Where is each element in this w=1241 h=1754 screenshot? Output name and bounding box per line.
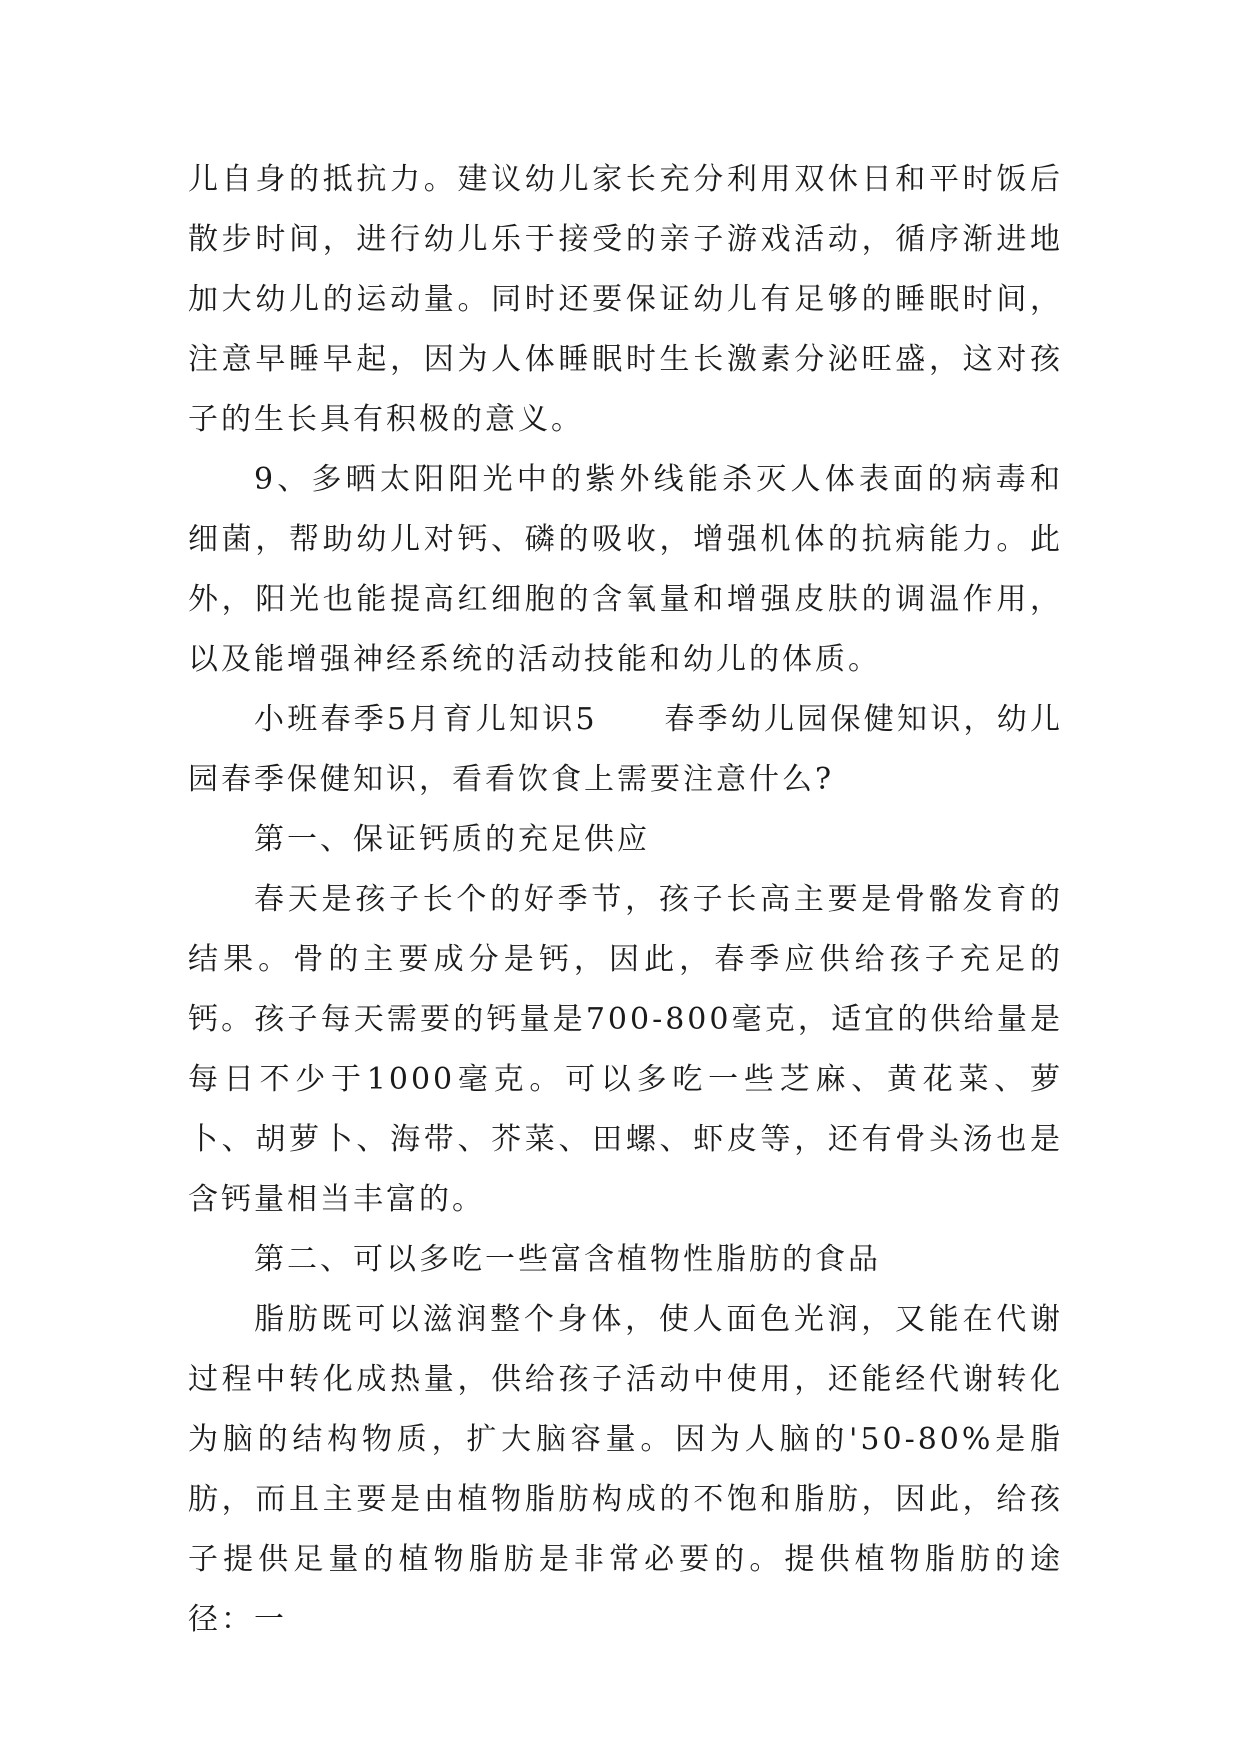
paragraph-continuation: 儿自身的抵抗力。建议幼儿家长充分利用双休日和平时饭后散步时间，进行幼儿乐于接受的亲子游戏活动，循序渐进地加大幼儿的运动量。同时还要保证幼儿有足够的睡眠时间，注意早睡早起，因为人体睡眠时生长激素分泌旺盛，这对孩子的生长具有积极的意义。: [188, 162, 1063, 437]
section-heading-fat: 第二、可以多吃一些富含植物性脂肪的食品: [254, 1242, 881, 1277]
document-body: [188, 150, 1063, 1650]
paragraph-calcium: 春天是孩子长个的好季节，孩子长高主要是骨骼发育的结果。骨的主要成分是钙，因此，春季应供给孩子充足的钙。孩子每天需要的钙量是700-800毫克，适宜的供给量是每日不少于1000毫克。可以多吃一些芝麻、黄花菜、萝卜、胡萝卜、海带、芥菜、田螺、虾皮等，还有骨头汤也是含钙量相当丰富的。: [188, 882, 1063, 1217]
paragraph-fat: 脂肪既可以滋润整个身体，使人面色光润，又能在代谢过程中转化成热量，供给孩子活动中使用，还能经代谢转化为脑的结构物质，扩大脑容量。因为人脑的'50-80%是脂肪，而且主要是由植物脂肪构成的不饱和脂肪，因此，给孩子提供足量的植物脂肪是非常必要的。提供植物脂肪的途径：一: [188, 1302, 1063, 1637]
paragraph-spring-intro: 小班春季5月育儿知识5 春季幼儿园保健知识，幼儿园春季保健知识，看看饮食上需要注意什么?: [188, 702, 1063, 797]
paragraph-sunlight: 9、多晒太阳阳光中的紫外线能杀灭人体表面的病毒和细菌，帮助幼儿对钙、磷的吸收，增强机体的抗病能力。此外，阳光也能提高红细胞的含氧量和增强皮肤的调温作用，以及能增强神经系统的活动技能和幼儿的体质。: [188, 462, 1063, 677]
section-heading-calcium: 第一、保证钙质的充足供应: [254, 822, 650, 857]
